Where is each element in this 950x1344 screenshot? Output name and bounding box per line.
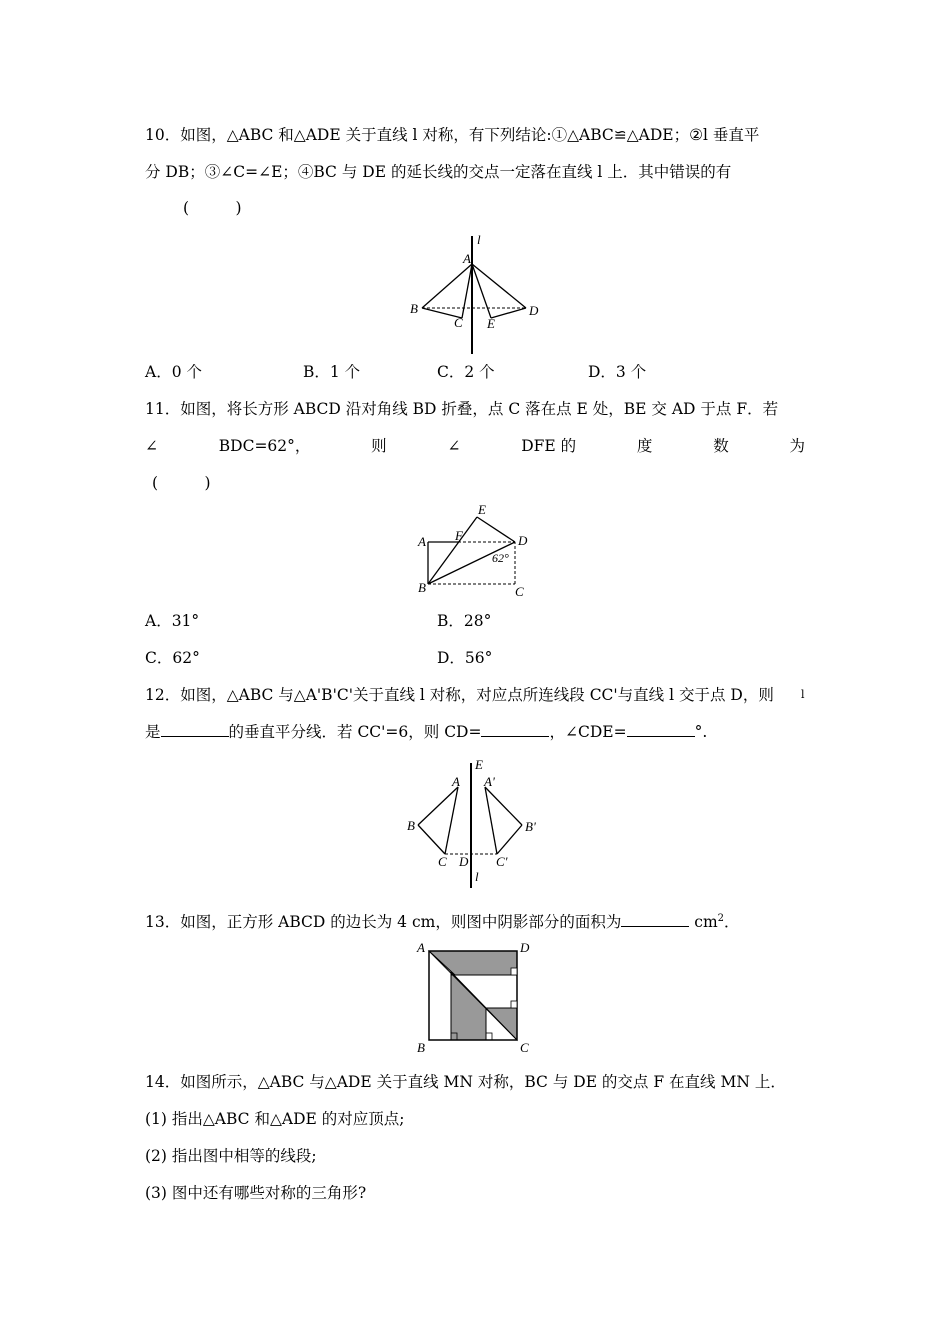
q10-fig-label-D: D [529, 303, 539, 318]
q11-line2-part: BDC=62°， [218, 437, 311, 455]
q11-option-d: D．56° [437, 649, 493, 667]
q11-fig-label-F: F [455, 528, 463, 543]
q10-line2: 分 DB；③∠C=∠E；④BC 与 DE 的延长线的交点一定落在直线 l 上．其中错误的有 [145, 163, 732, 181]
q12-fig-label-D: D [459, 854, 469, 869]
q10-figure [405, 230, 550, 355]
q11-line1: 11．如图，将长方形 ABCD 沿对角线 BD 折叠，点 C 落在点 E 处，BE 交 AD 于点 F．若 [145, 400, 779, 418]
q12-blank-angle [627, 722, 695, 737]
q11-option-a: A．31° [145, 612, 200, 630]
q12-fig-label-l: l [475, 869, 479, 884]
q12-blank-cd [481, 722, 549, 737]
q12-fig-label-B: B [407, 818, 415, 833]
q13-fig-label-A: A [417, 940, 425, 955]
q11-fig-label-A: A [418, 534, 426, 549]
q13-fig-label-D: D [520, 940, 530, 955]
q12-line1: 12．如图，△ABC 与△A'B'C'关于直线 l 对称，对应点所连线段 CC'与直线 l 交于点 D，则 [145, 686, 774, 704]
q14-sub3: (3) 图中还有哪些对称的三角形? [145, 1184, 367, 1202]
q12-line2-c: ，∠CDE= [549, 723, 627, 741]
q11-line2-part: 为 [789, 437, 805, 455]
q10-fig-label-E: E [487, 316, 495, 331]
q10-fig-label-B: B [410, 301, 418, 316]
q11-line2-part: 则 [371, 437, 387, 455]
q11-option-b: B．28° [437, 612, 492, 630]
q10-fig-label-A: A [463, 251, 471, 266]
q12-figure [405, 755, 550, 890]
q12-blank-line [161, 722, 229, 737]
q10-fig-label-C: C [454, 315, 463, 330]
q11-line2-part: DFE 的 [521, 437, 577, 455]
q13-text-a: 13．如图，正方形 ABCD 的边长为 4 cm，则图中阴影部分的面积为 [145, 913, 622, 932]
q10-option-c: C．2 个 [437, 363, 495, 381]
q13-text [145, 909, 740, 932]
q12-fig-label-A: A [452, 774, 460, 789]
q11-line2-part: 度 [636, 437, 653, 455]
q12-line2-b: 的垂直平分线．若 CC'=6，则 CD= [228, 723, 482, 741]
q12-fig-label-A-prime: A' [484, 774, 495, 789]
q10-option-a: A．0 个 [145, 363, 202, 381]
q11-fig-label-C: C [515, 584, 524, 599]
q13-fig-label-B: B [417, 1040, 425, 1055]
q12-fig-label-C-prime: C' [496, 854, 508, 869]
q11-paren: ( ) [152, 474, 211, 492]
q13-unit-exponent: 2 [717, 913, 725, 924]
q13-text-b: cm [689, 913, 718, 932]
q14-sub2: (2) 指出图中相等的线段; [145, 1147, 317, 1165]
q11-line2-part: ∠ [447, 437, 461, 455]
q12-line2-a: 是 [145, 723, 161, 741]
q11-fig-label-E: E [478, 502, 486, 517]
q11-fig-angle: 62° [492, 551, 509, 565]
q12-line2-d: °. [694, 723, 708, 741]
q13-fig-label-C: C [520, 1040, 529, 1055]
q12-line2 [145, 722, 707, 742]
q11-line2 [145, 436, 805, 456]
q11-figure [415, 500, 540, 600]
q11-fig-label-D: D [518, 533, 528, 548]
q11-line2-part: ∠ [145, 437, 158, 455]
q14-line1: 14．如图所示，△ABC 与△ADE 关于直线 MN 对称，BC 与 DE 的交点 F 在直线 MN 上． [145, 1073, 786, 1091]
q11-line2-part: 数 [713, 437, 729, 455]
q11-option-c: C．62° [145, 649, 200, 667]
q10-option-b: B．1 个 [303, 363, 361, 381]
q10-line1: 10．如图，△ABC 和△ADE 关于直线 l 对称，有下列结论:①△ABC≌△ADE；②l 垂直平 [145, 126, 760, 144]
q10-fig-label-l: l [477, 232, 481, 247]
q13-blank-area [621, 912, 689, 927]
q13-text-c: ． [724, 913, 740, 932]
q12-fig-label-B-prime: B' [525, 819, 536, 834]
q13-figure [410, 937, 540, 1057]
q11-fig-label-B: B [418, 580, 426, 595]
q10-paren: ( ) [183, 199, 242, 217]
q12-fig-label-E: E [475, 757, 483, 772]
q14-sub1: (1) 指出△ABC 和△ADE 的对应顶点; [145, 1110, 405, 1128]
q12-fig-label-C: C [438, 854, 447, 869]
q10-option-d: D．3 个 [588, 363, 647, 381]
q12-line1-mark: l [801, 688, 805, 701]
